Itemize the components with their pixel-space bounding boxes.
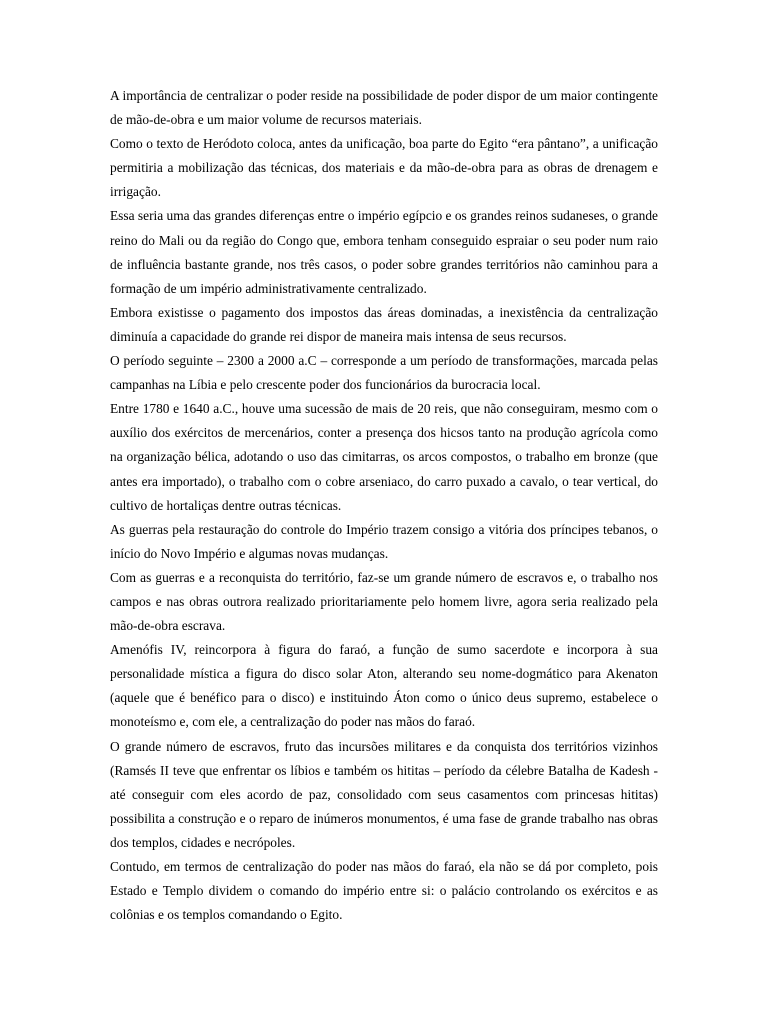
paragraph-periodo-seguinte: O período seguinte – 2300 a 2000 a.C – corresponde a um período de transformações, marcada pelas campanhas na Líbia e pelo crescente poder dos funcionários da burocracia local. [110, 353, 658, 393]
paragraph-escravos: Com as guerras e a reconquista do território, faz-se um grande número de escravos e, o trabalho nos campos e nas obras outrora realizado prioritariamente pelo homem livre, agora seria realizado pela mão-de-obra escrava. [110, 569, 658, 634]
paragraph-herodoto-unificacao: Como o texto de Heródoto coloca, antes da unificação, boa parte do Egito “era pântano”, a unificação permitiria a mobilização das técnicas, dos materiais e da mão-de-obra para as obras de drenagem e irrigação. [110, 136, 658, 200]
paragraph-contudo: Contudo, em termos de centralização do poder nas mãos do faraó, ela não se dá por completo, pois Estado e Templo dividem o comando do império entre si: o palácio controlando os exércitos e as colônias e os templos comandando o Egito. [110, 859, 658, 923]
paragraph-reinos-sudaneses: Essa seria uma das grandes diferenças entre o império egípcio e os grandes reinos sudaneses, o grande reino do Mali ou da região do Congo que, embora tenham conseguido espraiar o seu poder num raio de influência bastante grande, nos três casos, o poder sobre grandes territórios não caminhou para a formação de um império administrativamente centralizado. [110, 208, 658, 296]
paragraph-hicsos: Entre 1780 e 1640 a.C., houve uma sucessão de mais de 20 reis, que não conseguiram, mesmo com o auxílio dos exércitos de mercenários, conter a presença dos hicsos tanto na produção agrícola como na organização bélica, adotando o uso das cimitarras, os arcos compostos, o trabalho em bronze (que antes era importado), o trabalho com o cobre arseniaco, do carro puxado a cavalo, o tear vertical, do cultivo de hortaliças dentre outras técnicas. [110, 401, 658, 513]
paragraph-ramses: O grande número de escravos, fruto das incursões militares e da conquista dos territórios vizinhos (Ramsés II teve que enfrentar os líbios e também os hititas – período da célebre Batalha de Kadesh - até conseguir com eles acordo de paz, consolidado com seus casamentos com princesas hititas) possibilita a construção e o reparo de inúmeros monumentos, é uma fase de grande trabalho nas obras dos templos, cidades e necrópoles. [110, 738, 658, 850]
paragraph-centralizacao-poder: A importância de centralizar o poder reside na possibilidade de poder dispor de um maior contingente de mão-de-obra e um maior volume de recursos materiais. [110, 88, 658, 128]
document-page [110, 84, 658, 927]
paragraph-amenofis: Amenófis IV, reincorpora à figura do faraó, a função de sumo sacerdote e incorpora à sua personalidade mística a figura do disco solar Aton, alterando seu nome-dogmático para Akenaton (aquele que é benéfico para o disco) e instituindo Áton como o único deus supremo, estabelece o monoteísmo e, com ele, a centralização do poder nas mãos do faraó. [110, 642, 658, 730]
paragraph-restauracao: As guerras pela restauração do controle do Império trazem consigo a vitória dos príncipes tebanos, o início do Novo Império e algumas novas mudanças. [110, 521, 658, 561]
paragraph-impostos: Embora existisse o pagamento dos impostos das áreas dominadas, a inexistência da centralização diminuía a capacidade do grande rei dispor de maneira mais intensa de seus recursos. [110, 304, 658, 344]
